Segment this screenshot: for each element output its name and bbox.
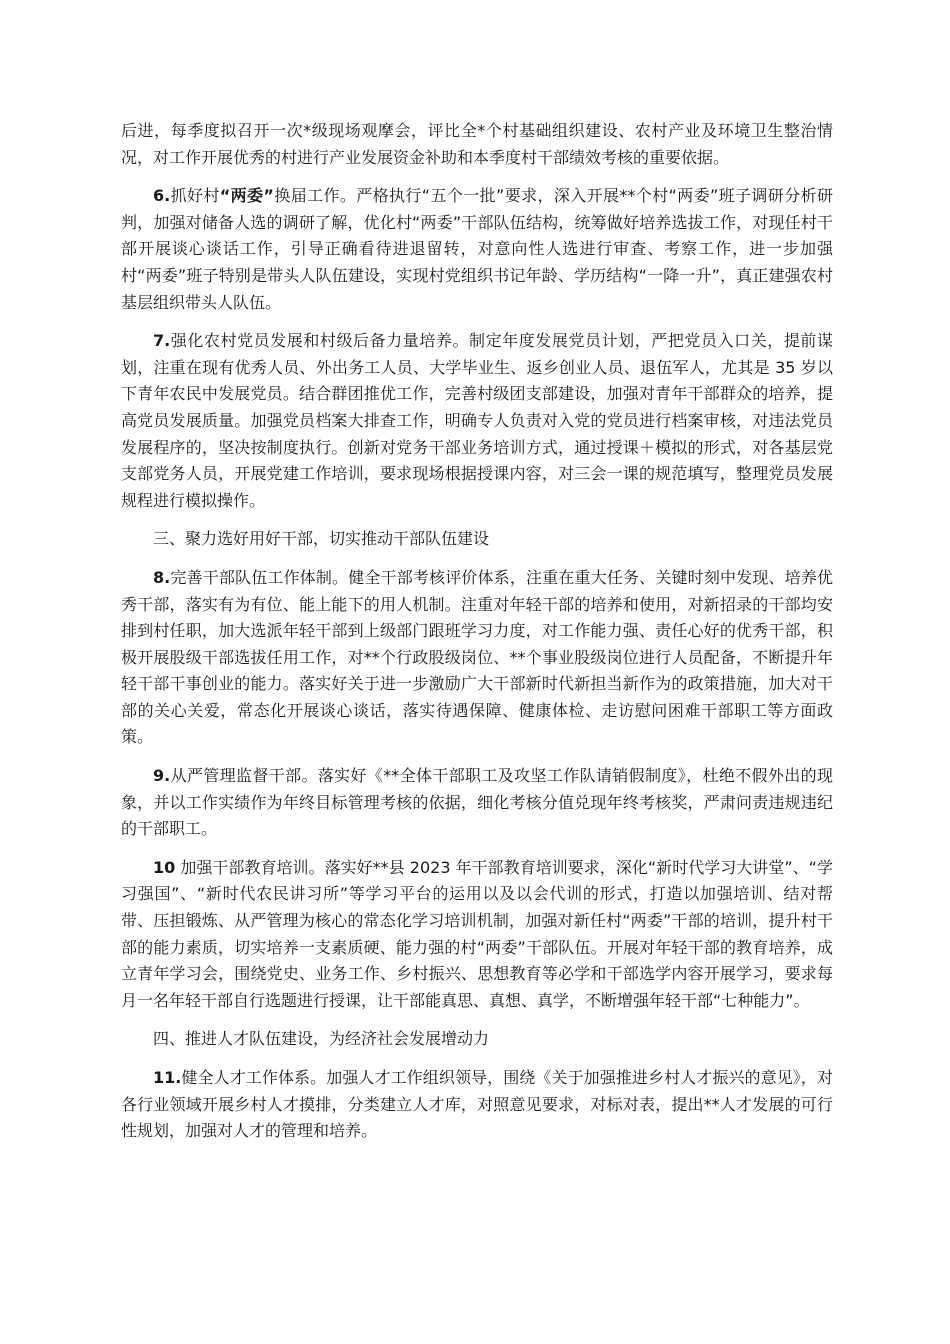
paragraph-text: 强化农村党员发展和村级后备力量培养。制定年度发展党员计划，严把党员入口关，提前谋划，注重在现有优秀人员、外出务工人员、大学毕业生、返乡创业人员、退伍军人，尤其是 35 岁以下青年农民中发展党员。结合群团推优工作，完善村级团支部建设，加强对青年干部群众的培养，提高党员发展质量。加强党员档案大排查工作，明确专人负责对入党的党员进行档案审核，对违法党员发展程序的，坚决按制度执行。创新对党务干部业务培训方式，通过授课＋模拟的形式，对各基层党支部党务人员，开展党建工作培训，要求现场根据授课内容，对三会一课的规范填写，整理党员发展规程进行模拟操作。 (121, 331, 833, 510)
paragraph-item-9 (121, 763, 833, 843)
paragraph-text: 换届工作。严格执行“五个一批”要求，深入开展**个村“两委”班子调研分析研判，加强对储备人选的调研了解，优化村“两委”干部队伍结构，统筹做好培养选拔工作，对现任村干部开展谈心谈话工作，引导正确看待进退留转，对意向性人选进行审查、考察工作，进一步加强村“两委”班子特别是带头人队伍建设，实现村党组织书记年龄、学历结构“一降一升”，真正建强农村基层组织带头人队伍。 (121, 186, 833, 312)
item-number: 7. (153, 331, 171, 351)
paragraph-text: 完善干部队伍工作体制。健全干部考核评价体系，注重在重大任务、关键时刻中发现、培养优秀干部，落实有为有位、能上能下的用人机制。注重对年轻干部的培养和使用，对新招录的干部均安排到村任职，加大选派年轻干部到上级部门跟班学习力度，对工作能力强、责任心好的优秀干部，积极开展股级干部选拔任用工作，对**个行政股级岗位、**个事业股级岗位进行人员配备，不断提升年轻干部干事创业的能力。落实好关于进一步激励广大干部新时代新担当新作为的政策措施，加大对干部的关心关爱，常态化开展谈心谈话，落实待遇保障、健康体检、走访慰问困难干部职工等方面政策。 (121, 567, 833, 747)
item-number: 8. (153, 567, 171, 587)
section-heading-4: 四、推进人才队伍建设，为经济社会发展增动力 (153, 1029, 490, 1049)
paragraph-item-10 (121, 855, 833, 1015)
paragraph-item-8 (121, 565, 833, 751)
paragraph-text: 抓好村 (170, 186, 220, 206)
document-page (121, 118, 833, 1157)
paragraph-item-6 (121, 183, 833, 316)
paragraph-item-11 (121, 1065, 833, 1145)
quoted-term: “两委” (219, 186, 274, 206)
item-number: 11. (153, 1068, 182, 1087)
paragraph-item-7 (121, 328, 833, 514)
paragraph-text: 加强干部教育培训。落实好**县 2023 年干部教育培训要求，深化“新时代学习大讲堂”、“学习强国”、“新时代农民讲习所”等学习平台的运用以及以会代训的形式，打造以加强培训、结对帮带、压担锻炼、从严管理为核心的常态化学习培训机制，加强对新任村“两委”干部的培训，提升村干部的能力素质，切实培养一支素质硬、能力强的村“两委”干部队伍。开展对年轻干部的教育培养，成立青年学习会，围绕党史、业务工作、乡村振兴、思想教育等必学和干部选学内容开展学习，要求每月一名年轻干部自行选题进行授课，让干部能真思、真想、真学，不断增强年轻干部“七种能力”。 (121, 857, 833, 1010)
item-number: 10 (153, 857, 176, 877)
paragraph-continuation (121, 118, 833, 171)
item-number: 6. (153, 186, 171, 206)
paragraph-text: 健全人才工作体系。加强人才工作组织领导，围绕《关于加强推进乡村人才振兴的意见》，对各行业领域开展乡村人才摸排，分类建立人才库，对照意见要求，对标对表，提出**人才发展的可行性规划，加强对人才的管理和培养。 (121, 1068, 833, 1141)
paragraph-text: 后进，每季度拟召开一次*级现场观摩会，评比全*个村基础组织建设、农村产业及环境卫生整治情况，对工作开展优秀的村进行产业发展资金补助和本季度村干部绩效考核的重要依据。 (121, 121, 833, 167)
section-heading-3: 三、聚力选好用好干部，切实推动干部队伍建设 (153, 529, 490, 549)
paragraph-text: 从严管理监督干部。落实好《**全体干部职工及攻坚工作队请销假制度》，杜绝不假外出的现象，并以工作实绩作为年终目标管理考核的依据，细化考核分值兑现年终考核奖，严肃问责违规违纪的干部职工。 (121, 766, 833, 839)
item-number: 9. (153, 766, 171, 786)
